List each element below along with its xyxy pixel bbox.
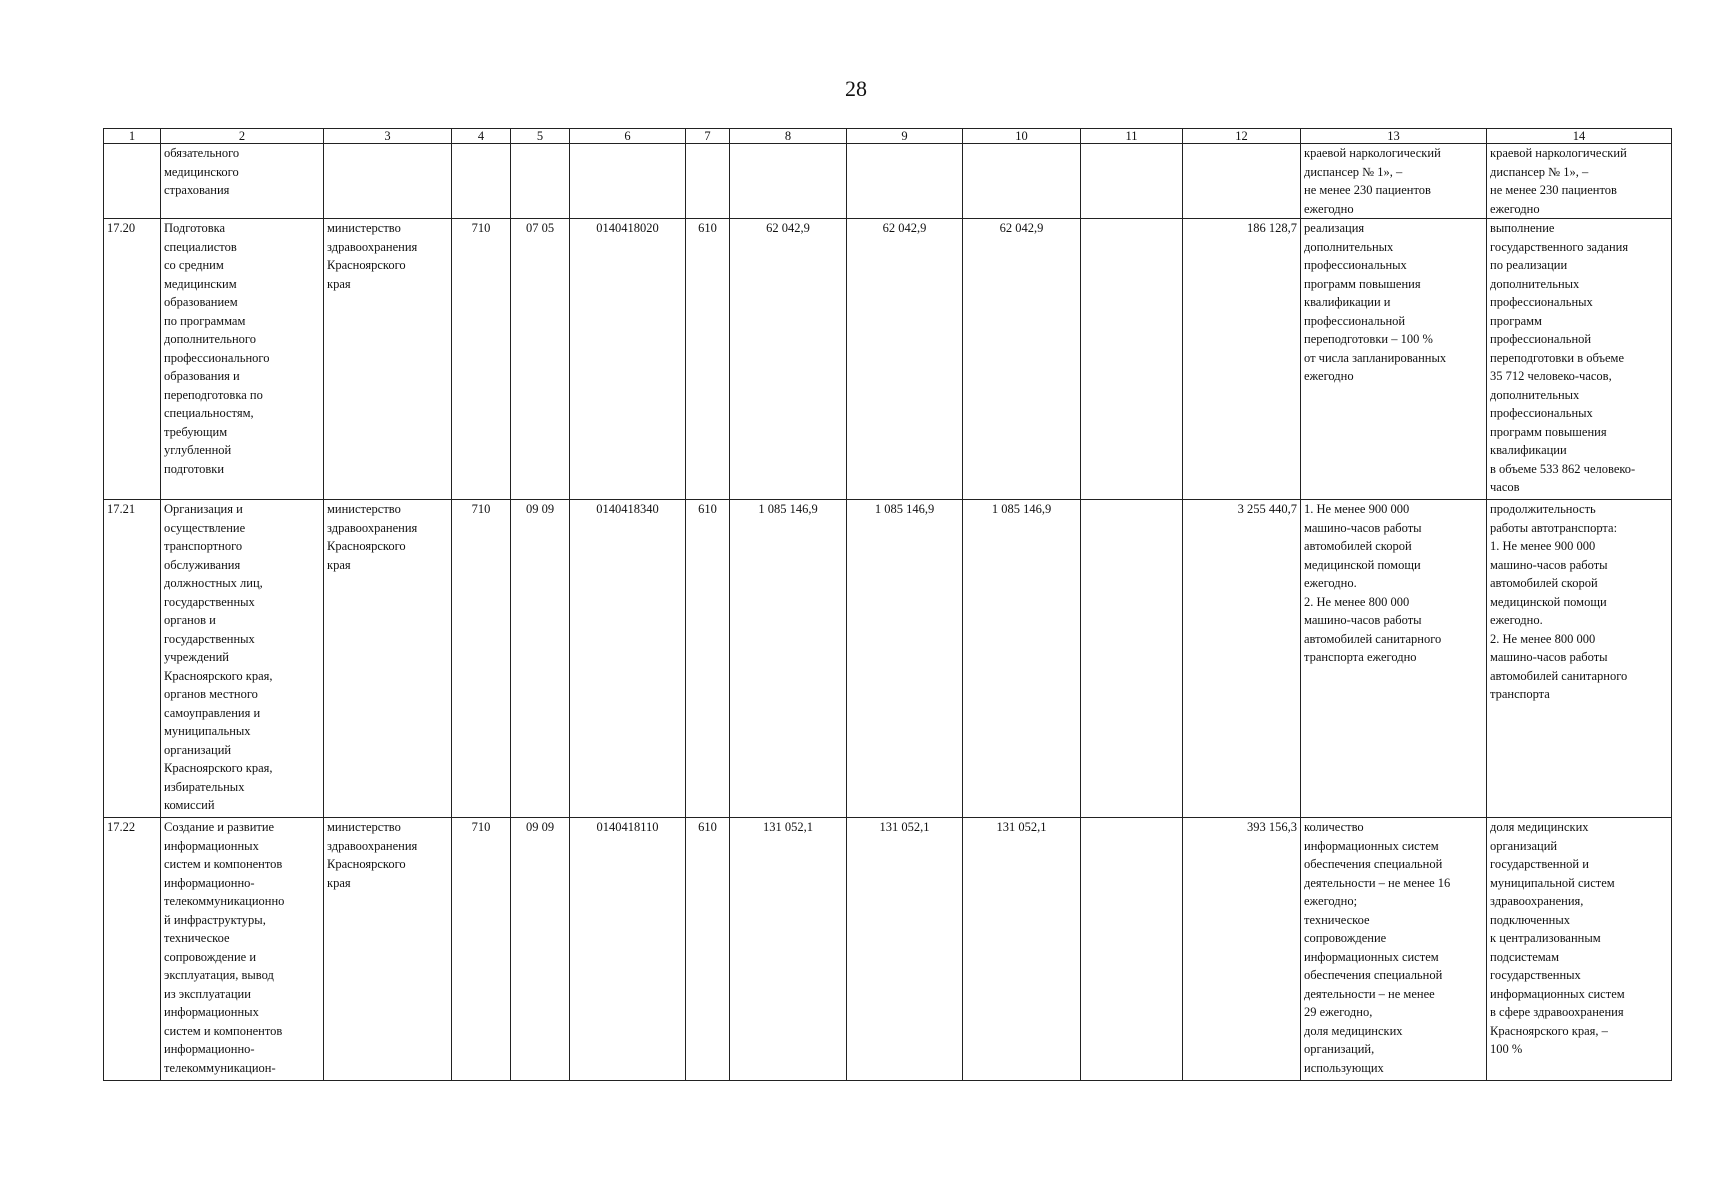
- column-header: 1: [104, 129, 161, 144]
- column-header: 7: [686, 129, 730, 144]
- row-number-cell: 17.21: [104, 500, 161, 818]
- expense-type-cell: 610: [686, 500, 730, 818]
- activity-name-cell: Организация и осуществление транспортного обслуживания должностных лиц, государственных органов и государственных учреждений Красноярского края, органов местного самоуправления и муниципальных организаций Красноярского края, избирательных комиссий: [161, 500, 324, 818]
- amount-year1-cell: 62 042,9: [730, 219, 847, 500]
- table-row: [104, 219, 1672, 500]
- expected-result-cell: количество информационных систем обеспечения специальной деятельности – не менее 16 ежегодно; техническое сопровождение информационных систем обеспечения специальной деятельности – не менее 29 ежегодно, доля медицинских организаций, использующих: [1301, 818, 1487, 1081]
- column-header: 8: [730, 129, 847, 144]
- section-code-cell: 07 05: [511, 219, 570, 500]
- amount-year3-cell: 62 042,9: [963, 219, 1081, 500]
- amount-year3-cell: 1 085 146,9: [963, 500, 1081, 818]
- column-header: 13: [1301, 129, 1487, 144]
- row-number-cell: 17.22: [104, 818, 161, 1081]
- amount-year2-cell: 62 042,9: [847, 219, 963, 500]
- row-number-cell: [104, 144, 161, 219]
- administrator-cell: министерство здравоохранения Красноярского края: [324, 500, 452, 818]
- grbs-code-cell: 710: [452, 818, 511, 1081]
- total-amount-cell: 186 128,7: [1183, 219, 1301, 500]
- column-header: 2: [161, 129, 324, 144]
- amount-year1-cell: 131 052,1: [730, 818, 847, 1081]
- activity-name-cell: Создание и развитие информационных систем и компонентов информационно- телекоммуникационно й инфраструктуры, техническое сопровождение и эксплуатация, вывод из эксплуатации информационных систем и компонентов информационно- телекоммуникацион-: [161, 818, 324, 1081]
- expense-type-cell: [686, 144, 730, 219]
- column-header: 4: [452, 129, 511, 144]
- amount-col11-cell: [1081, 144, 1183, 219]
- page-number: 28: [845, 76, 867, 101]
- section-code-cell: 09 09: [511, 818, 570, 1081]
- amount-col11-cell: [1081, 219, 1183, 500]
- column-header: 9: [847, 129, 963, 144]
- amount-year3-cell: [963, 144, 1081, 219]
- administrator-cell: министерство здравоохранения Красноярского края: [324, 818, 452, 1081]
- amount-col11-cell: [1081, 818, 1183, 1081]
- column-header: 3: [324, 129, 452, 144]
- administrator-cell: министерство здравоохранения Красноярского края: [324, 219, 452, 500]
- indicator-cell: краевой наркологический диспансер № 1», – не менее 230 пациентов ежегодно: [1487, 144, 1672, 219]
- activity-name-cell: обязательного медицинского страхования: [161, 144, 324, 219]
- target-article-cell: 0140418020: [570, 219, 686, 500]
- expected-result-cell: краевой наркологический диспансер № 1», – не менее 230 пациентов ежегодно: [1301, 144, 1487, 219]
- expense-type-cell: 610: [686, 219, 730, 500]
- total-amount-cell: 3 255 440,7: [1183, 500, 1301, 818]
- amount-year2-cell: 131 052,1: [847, 818, 963, 1081]
- total-amount-cell: [1183, 144, 1301, 219]
- column-header: 11: [1081, 129, 1183, 144]
- amount-year1-cell: [730, 144, 847, 219]
- indicator-cell: доля медицинских организаций государственной и муниципальной систем здравоохранения, подключенных к централизованным подсистемам государственных информационных систем в сфере здравоохранения Красноярского края, – 100 %: [1487, 818, 1672, 1081]
- expected-result-cell: 1. Не менее 900 000 машино-часов работы автомобилей скорой медицинской помощи ежегодно. 2. Не менее 800 000 машино-часов работы автомобилей санитарного транспорта ежегодно: [1301, 500, 1487, 818]
- total-amount-cell: 393 156,3: [1183, 818, 1301, 1081]
- amount-year3-cell: 131 052,1: [963, 818, 1081, 1081]
- grbs-code-cell: 710: [452, 500, 511, 818]
- column-header: 14: [1487, 129, 1672, 144]
- grbs-code-cell: [452, 144, 511, 219]
- column-header: 5: [511, 129, 570, 144]
- target-article-cell: [570, 144, 686, 219]
- indicator-cell: продолжительность работы автотранспорта: 1. Не менее 900 000 машино-часов работы автомобилей скорой медицинской помощи ежегодно. 2. Не менее 800 000 машино-часов работы автомобилей санитарного транспорта: [1487, 500, 1672, 818]
- row-number-cell: 17.20: [104, 219, 161, 500]
- section-code-cell: [511, 144, 570, 219]
- expense-type-cell: 610: [686, 818, 730, 1081]
- table-row: [104, 818, 1672, 1081]
- table-row: [104, 144, 1672, 219]
- column-header: 6: [570, 129, 686, 144]
- section-code-cell: 09 09: [511, 500, 570, 818]
- amount-year1-cell: 1 085 146,9: [730, 500, 847, 818]
- grbs-code-cell: 710: [452, 219, 511, 500]
- column-header: 12: [1183, 129, 1301, 144]
- amount-year2-cell: 1 085 146,9: [847, 500, 963, 818]
- column-number-row: [104, 129, 1672, 144]
- amount-year2-cell: [847, 144, 963, 219]
- indicator-cell: выполнение государственного задания по реализации дополнительных профессиональных программ профессиональной переподготовки в объеме 35 712 человеко-часов, дополнительных профессиональных программ повышения квалификации в объеме 533 862 человеко- часов: [1487, 219, 1672, 500]
- administrator-cell: [324, 144, 452, 219]
- activity-name-cell: Подготовка специалистов со средним медицинским образованием по программам дополнительного профессионального образования и переподготовка по специальностям, требующим углубленной подготовки: [161, 219, 324, 500]
- target-article-cell: 0140418110: [570, 818, 686, 1081]
- expected-result-cell: реализация дополнительных профессиональных программ повышения квалификации и профессиональной переподготовки – 100 % от числа запланированных ежегодно: [1301, 219, 1487, 500]
- target-article-cell: 0140418340: [570, 500, 686, 818]
- column-header: 10: [963, 129, 1081, 144]
- table-row: [104, 500, 1672, 818]
- budget-table: [103, 128, 1672, 1081]
- amount-col11-cell: [1081, 500, 1183, 818]
